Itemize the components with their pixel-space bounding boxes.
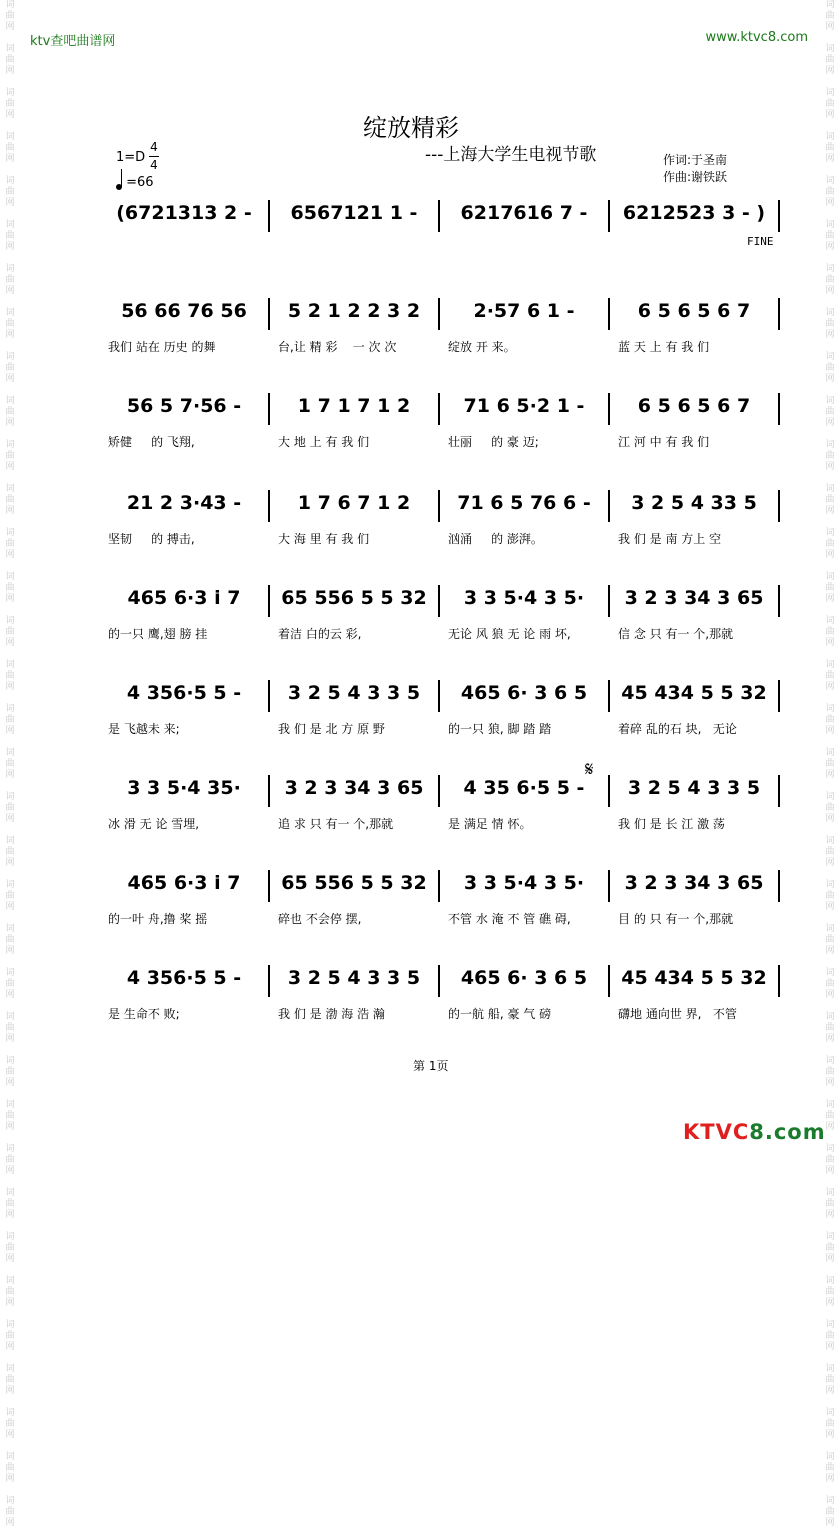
measure: 3 2 5 4 33 5: [610, 490, 780, 522]
lyric-segment: 冰 滑 无 论 雪埋,: [108, 817, 200, 831]
lyrics-row: [100, 815, 780, 832]
notation-row: [100, 490, 780, 522]
site-logo[interactable]: [683, 1120, 826, 1144]
measure: 56 66 76 56: [100, 298, 270, 330]
notation-row: [100, 585, 780, 617]
measure: 4 356·5 5 -: [100, 965, 270, 997]
measure: 465 6·3 i 7: [100, 870, 270, 902]
lyric-segment: 大 海 里 有 我 们: [278, 532, 370, 546]
lyrics-row: [100, 910, 780, 927]
lyric-segment: 不管 水 淹 不 管 礁 碍,: [448, 912, 571, 926]
key-signature: 1=D: [116, 150, 146, 165]
measure: 465 6· 3 6 5: [440, 680, 610, 712]
lyric-segment: 我 们 是 长 江 激 荡: [618, 817, 725, 831]
score-system: [100, 870, 780, 930]
lyric-segment: 的一只 鹰,翅 膀 挂: [108, 627, 208, 641]
meter-top: 4: [150, 140, 158, 154]
measure: 3 2 3 34 3 65: [610, 870, 780, 902]
lyric-segment: 江 河 中 有 我 们: [618, 435, 710, 449]
logo-part-b: 8.com: [749, 1120, 826, 1144]
measure: 71 6 5 76 6 -: [440, 490, 610, 522]
lyric-segment: 我 们 是 渤 海 浩 瀚: [278, 1007, 385, 1021]
measure: 6 5 6 5 6 7: [610, 393, 780, 425]
lyric-segment: 蓝 天 上 有 我 们: [618, 340, 710, 354]
measure: 3 2 5 4 3 3 5: [270, 680, 440, 712]
measure: 6567121 1 -: [270, 200, 440, 232]
lyrics-row: [100, 625, 780, 642]
measure: (6721313 2 -: [100, 200, 270, 232]
measure: 6212523 3 - ): [610, 200, 780, 232]
site-url-right[interactable]: www.ktvc8.com: [705, 30, 808, 45]
score-system: [100, 490, 780, 550]
lyric-segment: 无论 风 狼 无 论 雨 坏,: [448, 627, 571, 641]
measure: 65 556 5 5 32: [270, 585, 440, 617]
lyrics-row: [100, 720, 780, 737]
measure: 3 2 5 4 3 3 5: [610, 775, 780, 807]
lyric-segment: 着碎 乱的石 块, 无论: [618, 722, 737, 736]
lyric-segment: 的一航 船, 豪 气 磅: [448, 1007, 552, 1021]
lyric-segment: 礴地 通向世 界, 不管: [618, 1007, 737, 1021]
tempo-value: =66: [126, 175, 154, 190]
credits: [663, 152, 727, 186]
lyric-segment: 信 念 只 有一 个,那就: [618, 627, 734, 641]
lyrics-row: [100, 338, 780, 355]
time-signature: [149, 140, 159, 173]
song-subtitle: ---上海大学生电视节歌: [425, 145, 597, 165]
lyric-segment: 碎也 不会停 摆,: [278, 912, 362, 926]
lyric-segment: 矫健 的 飞翔,: [108, 435, 195, 449]
lyric-segment: 追 求 只 有一 个,那就: [278, 817, 394, 831]
measure: 1 7 6 7 1 2: [270, 490, 440, 522]
score-system: [100, 965, 780, 1025]
lyric-segment: 是 生命不 败;: [108, 1007, 180, 1021]
measure: 5 2 1 2 2 3 2: [270, 298, 440, 330]
tempo-marking: [116, 175, 154, 190]
measure: 45 434 5 5 32: [610, 680, 780, 712]
measure: 71 6 5·2 1 -: [440, 393, 610, 425]
measure: 1 7 1 7 1 2: [270, 393, 440, 425]
lyric-segment: 是 满足 情 怀。: [448, 817, 532, 831]
measure: 6217616 7 -: [440, 200, 610, 232]
notation-row: [100, 965, 780, 997]
lyric-segment: 目 的 只 有一 个,那就: [618, 912, 734, 926]
score-system: [100, 680, 780, 740]
notation-row: [100, 298, 780, 330]
measure: 3 3 5·4 3 5·: [440, 585, 610, 617]
score-system: [100, 393, 780, 453]
left-watermark-strip: 词 曲 网 词 曲 网 词 曲 网 词 曲 网 词 曲 网 词 曲 网 词 曲 网 词 曲 网 词 曲 网 词 曲 网 词 曲 网 词 曲 网 词 曲 网 词 曲 网 词 曲 网 词 曲 网 词 曲 网 词 曲 网 词 曲 网 词 曲 网 词 曲 网 词 曲 网 词 曲 网 词 曲 网 词 曲 网 词 曲 网 词 曲 网 词 曲 网 词 曲 网 词 曲 网 词 曲 网 词 曲 网 词 曲 网 词 曲 网 词 曲 网: [5, 0, 15, 1528]
lyric-segment: 的一只 狼, 脚 踏 踏: [448, 722, 552, 736]
measure: 3 2 3 34 3 65: [610, 585, 780, 617]
lyrics-row: [100, 1005, 780, 1022]
measure: 3 3 5·4 3 5·: [440, 870, 610, 902]
score-system: [100, 775, 780, 835]
measure: 6 5 6 5 6 7: [610, 298, 780, 330]
lyrics-row: [100, 530, 780, 547]
notation-row: [100, 870, 780, 902]
logo-part-a: KTVC: [683, 1120, 750, 1144]
measure: 465 6·3 i 7: [100, 585, 270, 617]
measure: 65 556 5 5 32: [270, 870, 440, 902]
measure: 45 434 5 5 32: [610, 965, 780, 997]
meter-bottom: 4: [150, 158, 158, 172]
score-system: [100, 298, 780, 358]
lyrics-row: [100, 433, 780, 450]
measure: 56 5 7·56 -: [100, 393, 270, 425]
page-number: 第 1页: [413, 1059, 449, 1073]
measure: 465 6· 3 6 5: [440, 965, 610, 997]
score-system: [100, 200, 780, 260]
lyric-segment: 台,让 精 彩 一 次 次: [278, 340, 397, 354]
measure: 2·57 6 1 -: [440, 298, 610, 330]
lyric-segment: 是 飞越未 来;: [108, 722, 180, 736]
measure: 3 2 5 4 3 3 5: [270, 965, 440, 997]
lyric-segment: 我们 站在 历史 的舞: [108, 340, 216, 354]
measure: 3 3 5·4 35·: [100, 775, 270, 807]
measure: 4 35 6·5 5 -: [440, 775, 610, 807]
segno-icon: 𝄋: [585, 757, 594, 781]
composer: 作曲:谢铁跃: [663, 170, 728, 184]
song-title: 绽放精彩: [363, 114, 459, 142]
lyric-segment: 壮丽 的 豪 迈;: [448, 435, 539, 449]
quarter-note-icon: [116, 184, 122, 190]
notation-row: [100, 393, 780, 425]
notation-row: [100, 680, 780, 712]
notation-row: [100, 775, 780, 807]
lyric-segment: 我 们 是 北 方 原 野: [278, 722, 385, 736]
lyricist: 作词:于圣南: [663, 153, 728, 167]
lyric-segment: 大 地 上 有 我 们: [278, 435, 370, 449]
lyric-segment: 着洁 白的云 彩,: [278, 627, 362, 641]
score-system: [100, 585, 780, 645]
measure: 21 2 3·43 -: [100, 490, 270, 522]
measure: 3 2 3 34 3 65: [270, 775, 440, 807]
measure: 4 356·5 5 -: [100, 680, 270, 712]
site-name-left[interactable]: ktv查吧曲谱网: [30, 34, 116, 49]
lyric-segment: 的一叶 舟,撸 桨 摇: [108, 912, 208, 926]
lyric-segment: 我 们 是 南 方上 空: [618, 532, 722, 546]
notation-row: [100, 200, 780, 232]
right-watermark-strip: 词 曲 网 词 曲 网 词 曲 网 词 曲 网 词 曲 网 词 曲 网 词 曲 网 词 曲 网 词 曲 网 词 曲 网 词 曲 网 词 曲 网 词 曲 网 词 曲 网 词 曲 网 词 曲 网 词 曲 网 词 曲 网 词 曲 网 词 曲 网 词 曲 网 词 曲 网 词 曲 网 词 曲 网 词 曲 网 词 曲 网 词 曲 网 词 曲 网 词 曲 网 词 曲 网 词 曲 网 词 曲 网 词 曲 网 词 曲 网 词 曲 网: [825, 0, 835, 1528]
lyric-segment: 绽放 开 来。: [448, 340, 516, 354]
fine-marking: FINE: [747, 235, 774, 248]
lyric-segment: 汹涌 的 澎湃。: [448, 532, 543, 546]
lyric-segment: 坚韧 的 搏击,: [108, 532, 195, 546]
